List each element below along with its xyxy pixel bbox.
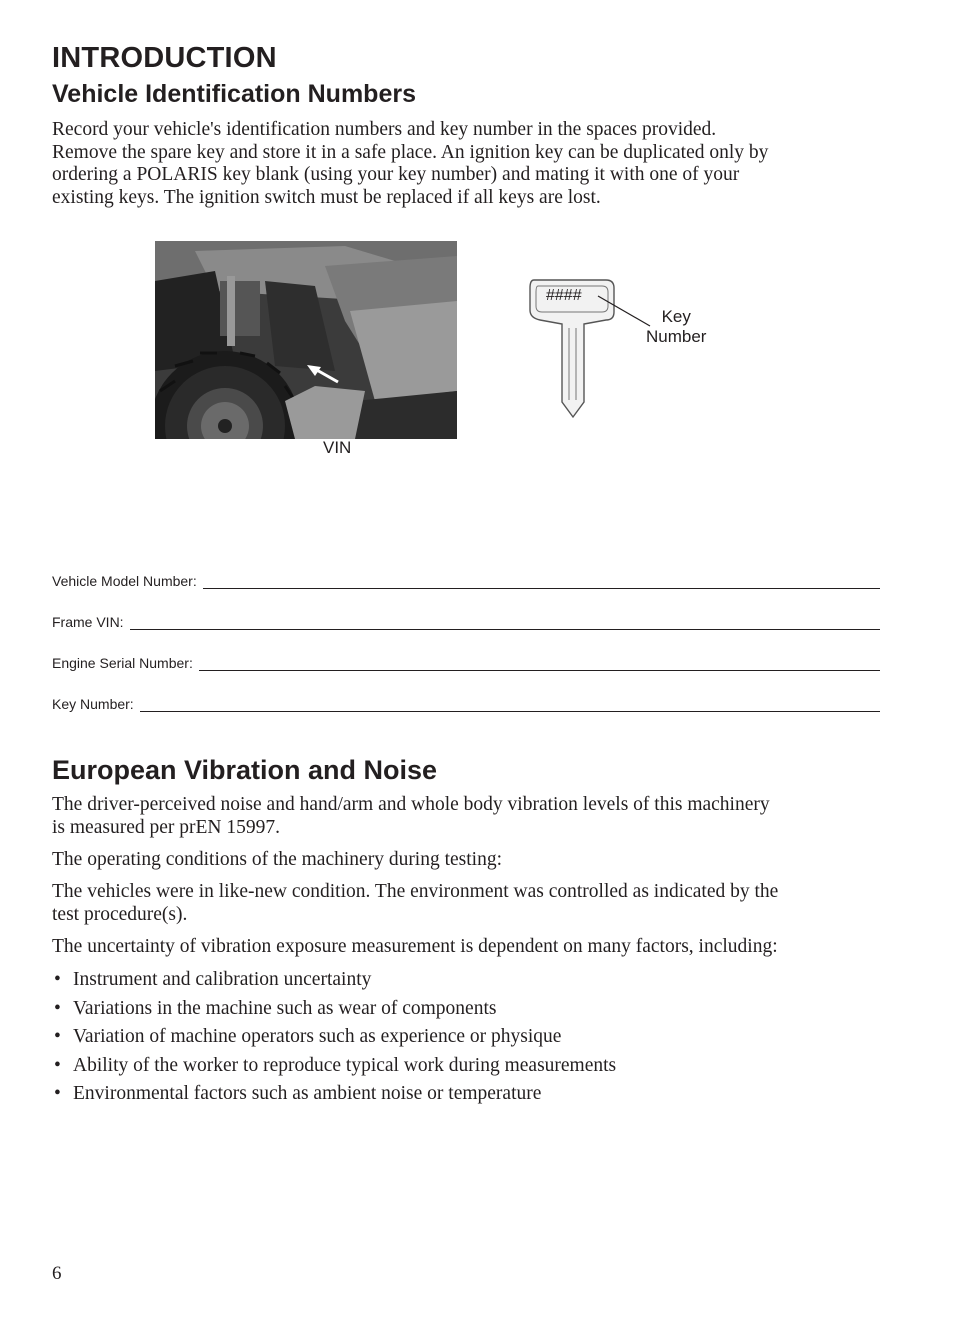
field-blank-line[interactable] [130, 615, 880, 630]
field-label: Engine Serial Number: [52, 655, 193, 671]
key-number-field[interactable] [52, 692, 880, 712]
paragraph-line: test procedure(s). [52, 903, 188, 925]
key-label-line: Number [646, 327, 707, 346]
page-number: 6 [52, 1263, 62, 1284]
paragraph-line: The driver-perceived noise and hand/arm and whole body vibration levels of this machinery [52, 794, 770, 815]
key-stamp: #### [546, 287, 582, 304]
key-number-label [646, 307, 706, 347]
list-item: • Environmental factors such as ambient noise or temperature [52, 1080, 616, 1109]
list-item: • Variation of machine operators such as experience or physique [52, 1023, 616, 1052]
engine-serial-number-field[interactable] [52, 651, 880, 671]
vin-location-photo [155, 241, 457, 439]
field-blank-line[interactable] [203, 574, 880, 589]
list-item: • Instrument and calibration uncertainty [52, 966, 616, 995]
vin-caption: VIN [323, 438, 352, 457]
field-blank-line[interactable] [140, 697, 880, 712]
paragraph-line: The vehicles were in like-new condition. The environment was controlled as indicated by the [52, 881, 779, 902]
field-label: Frame VIN: [52, 614, 124, 630]
intro-line: Remove the spare key and store it in a safe place. An ignition key can be duplicated only by [52, 141, 769, 163]
section-title: INTRODUCTION [52, 42, 277, 74]
field-blank-line[interactable] [199, 656, 880, 671]
vehicle-model-number-field[interactable] [52, 569, 880, 589]
frame-vin-field[interactable] [52, 610, 880, 630]
intro-line: ordering a POLARIS key blank (using your key number) and mating it with one of your [52, 164, 740, 185]
intro-line: existing keys. The ignition switch must be replaced if all keys are lost. [52, 186, 601, 208]
field-label: Vehicle Model Number: [52, 573, 197, 589]
european-paragraph-2: The operating conditions of the machinery during testing: [52, 849, 503, 870]
paragraph-line: is measured per prEN 15997. [52, 816, 280, 838]
european-paragraph-1 [52, 794, 902, 839]
field-label: Key Number: [52, 696, 134, 712]
intro-paragraph [52, 119, 902, 209]
european-section-title: European Vibration and Noise [52, 755, 438, 785]
list-item: • Ability of the worker to reproduce typical work during measurements [52, 1052, 616, 1081]
european-paragraph-4: The uncertainty of vibration exposure measurement is dependent on many factors, including: [52, 936, 778, 957]
subsection-title: Vehicle Identification Numbers [52, 80, 416, 108]
intro-line: Record your vehicle's identification numbers and key number in the spaces provided. [52, 119, 717, 140]
key-label-line: Key [661, 307, 691, 326]
uncertainty-factors-list [52, 966, 616, 1109]
european-paragraph-3 [52, 881, 902, 926]
list-item: • Variations in the machine such as wear of components [52, 995, 616, 1024]
